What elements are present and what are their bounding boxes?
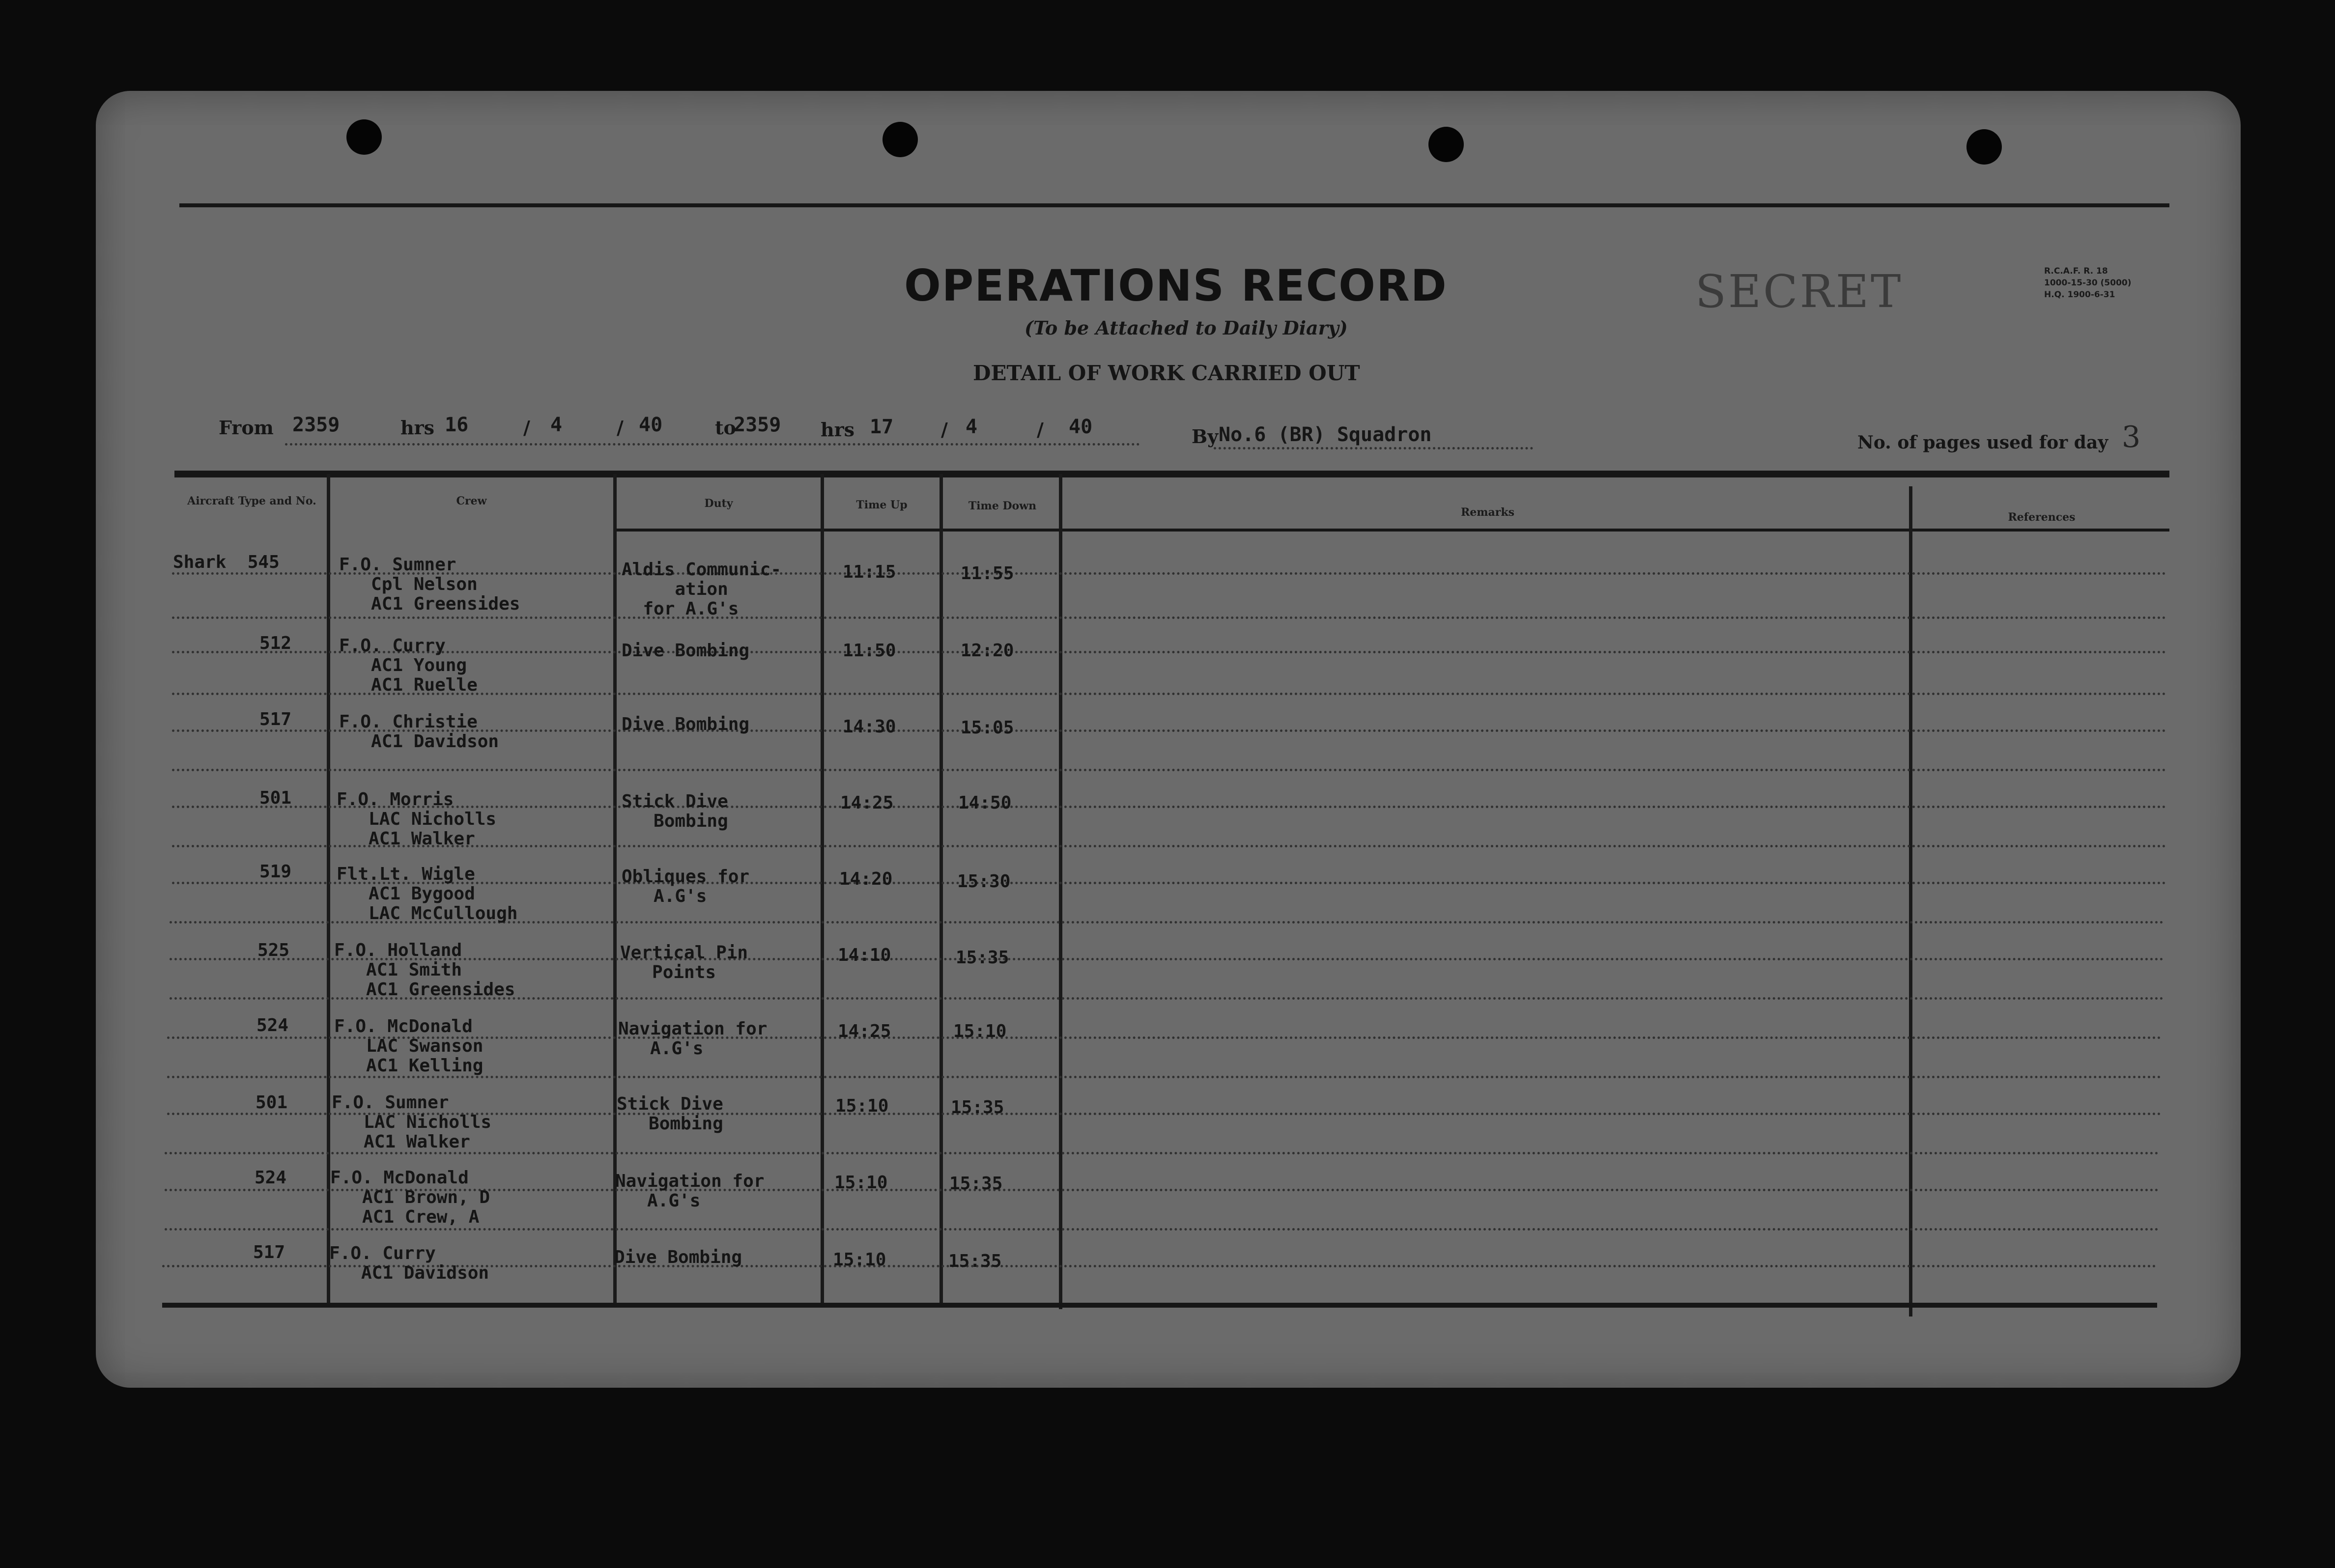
column-header-references: References	[2008, 511, 2076, 524]
aircraft-cell: 501	[259, 788, 292, 808]
to-time: 2359	[734, 414, 781, 436]
time-up-cell: 14:10	[838, 945, 891, 965]
time-down-cell: 15:30	[957, 871, 1011, 892]
time-down-cell: 11:55	[961, 563, 1014, 584]
column-divider	[327, 474, 330, 1304]
column-header-duty: Duty	[704, 497, 733, 510]
header-underline	[285, 443, 1140, 446]
column-header-time-up: Time Up	[856, 499, 908, 511]
unit-name: No.6 (BR) Squadron	[1219, 423, 1432, 446]
aircraft-cell: 517	[253, 1242, 285, 1262]
aircraft-cell: 519	[259, 862, 292, 882]
table-top-rule	[174, 471, 2169, 477]
aircraft-cell: 524	[255, 1168, 287, 1188]
from-month: 4	[550, 414, 563, 436]
crew-cell: F.O. Sumner Cpl Nelson AC1 Greensides	[339, 555, 520, 614]
form-reference-line: 1000-15-30 (5000)	[2044, 278, 2132, 288]
form-reference-line: R.C.A.F. R. 18	[2044, 266, 2108, 276]
duty-cell: Vertical Pin Points	[620, 943, 748, 982]
time-up-cell: 14:20	[839, 869, 893, 889]
top-rule	[179, 203, 2169, 207]
duty-cell: Stick Dive Bombing	[617, 1094, 723, 1134]
to-month: 4	[966, 416, 978, 438]
aircraft-cell: 524	[256, 1015, 289, 1036]
crew-cell: F.O. McDonald LAC Swanson AC1 Kelling	[334, 1016, 484, 1076]
time-down-cell: 15:05	[961, 718, 1014, 738]
column-divider	[1059, 474, 1062, 1309]
to-label: to	[715, 417, 736, 439]
duty-cell: Dive Bombing	[614, 1247, 742, 1267]
crew-cell: F.O. Curry AC1 Davidson	[329, 1243, 489, 1283]
slash: /	[1037, 419, 1044, 441]
pages-value: 3	[2122, 420, 2141, 454]
column-divider	[940, 474, 943, 1307]
hrs-label: hrs	[400, 417, 435, 439]
aircraft-cell: 501	[256, 1092, 288, 1113]
to-day: 17	[870, 416, 894, 438]
time-down-cell: 15:35	[956, 948, 1009, 968]
form-reference	[2044, 265, 2132, 301]
duty-cell: Dive Bombing	[622, 714, 750, 734]
ruled-line	[172, 769, 2167, 771]
column-header-time-down: Time Down	[968, 500, 1037, 512]
column-divider	[821, 474, 824, 1307]
punch-hole	[1966, 129, 2002, 165]
column-header-crew: Crew	[456, 495, 487, 507]
time-up-cell: 15:10	[833, 1250, 886, 1270]
ruled-line	[165, 1228, 2160, 1231]
pages-label: No. of pages used for day	[1857, 432, 2108, 453]
duty-cell: Navigation for A.G's	[615, 1171, 765, 1211]
time-down-cell: 15:10	[953, 1021, 1007, 1041]
aircraft-cell: 525	[257, 940, 290, 960]
from-label: From	[219, 417, 274, 439]
from-time: 2359	[292, 414, 340, 436]
slash: /	[617, 417, 624, 439]
slash: /	[941, 419, 948, 441]
ruled-line	[172, 616, 2167, 619]
crew-cell: F.O. Sumner LAC Nicholls AC1 Walker	[332, 1092, 492, 1152]
punch-hole	[883, 122, 918, 157]
header-underline	[1214, 447, 1533, 449]
aircraft-cell: 517	[259, 709, 292, 729]
aircraft-cell: 512	[259, 633, 292, 653]
from-day: 16	[445, 414, 469, 436]
time-up-cell: 15:10	[835, 1096, 889, 1116]
time-down-cell: 15:35	[949, 1174, 1003, 1194]
time-up-cell: 14:30	[843, 717, 896, 737]
column-header-aircraft: Aircraft Type and No.	[187, 495, 316, 507]
time-up-cell: 14:25	[840, 793, 894, 813]
form-reference-line: H.Q. 1900-6-31	[2044, 290, 2115, 300]
crew-cell: F.O. Holland AC1 Smith AC1 Greensides	[334, 940, 515, 1000]
secret-stamp: SECRET	[1695, 265, 1903, 318]
crew-cell: F.O. McDonald AC1 Brown, D AC1 Crew, A	[330, 1168, 490, 1227]
time-up-cell: 11:15	[843, 562, 896, 582]
table-bottom-rule	[162, 1303, 2157, 1308]
crew-cell: F.O. Morris LAC Nicholls AC1 Walker	[337, 789, 497, 849]
header-bottom-rule	[617, 529, 2169, 532]
column-header-remarks: Remarks	[1460, 506, 1515, 519]
time-up-cell: 15:10	[834, 1173, 888, 1193]
time-up-cell: 11:50	[843, 641, 896, 661]
aircraft-cell: Shark 545	[173, 552, 280, 572]
from-year: 40	[639, 414, 663, 436]
ruled-line	[167, 1076, 2162, 1078]
duty-cell: Navigation for A.G's	[618, 1019, 768, 1059]
punch-hole	[1428, 127, 1464, 162]
duty-cell: Dive Bombing	[622, 641, 750, 661]
by-label: By	[1192, 425, 1219, 448]
form-detail-heading: DETAIL OF WORK CARRIED OUT	[973, 361, 1360, 385]
column-divider	[1909, 486, 1912, 1316]
crew-cell: F.O. Curry AC1 Young AC1 Ruelle	[339, 636, 478, 695]
time-down-cell: 15:35	[951, 1097, 1004, 1118]
to-year: 40	[1069, 416, 1093, 438]
to-hrs-label: hrs	[821, 419, 855, 441]
slash: /	[523, 417, 530, 439]
form-subtitle: (To be Attached to Daily Diary)	[1025, 317, 1348, 339]
duty-cell: Obliques for A.G's	[622, 867, 750, 906]
time-down-cell: 12:20	[961, 641, 1014, 661]
crew-cell: Flt.Lt. Wigle AC1 Bygood LAC McCullough	[337, 864, 518, 924]
ruled-line	[165, 1152, 2160, 1154]
punch-hole	[346, 119, 382, 155]
duty-cell: Aldis Communic- ation for A.G's	[622, 560, 782, 619]
time-down-cell: 14:50	[958, 793, 1012, 813]
time-down-cell: 15:35	[948, 1251, 1002, 1271]
time-up-cell: 14:25	[838, 1021, 891, 1041]
crew-cell: F.O. Christie AC1 Davidson	[339, 712, 499, 752]
form-title: OPERATIONS RECORD	[904, 260, 1448, 311]
duty-cell: Stick Dive Bombing	[622, 791, 728, 831]
